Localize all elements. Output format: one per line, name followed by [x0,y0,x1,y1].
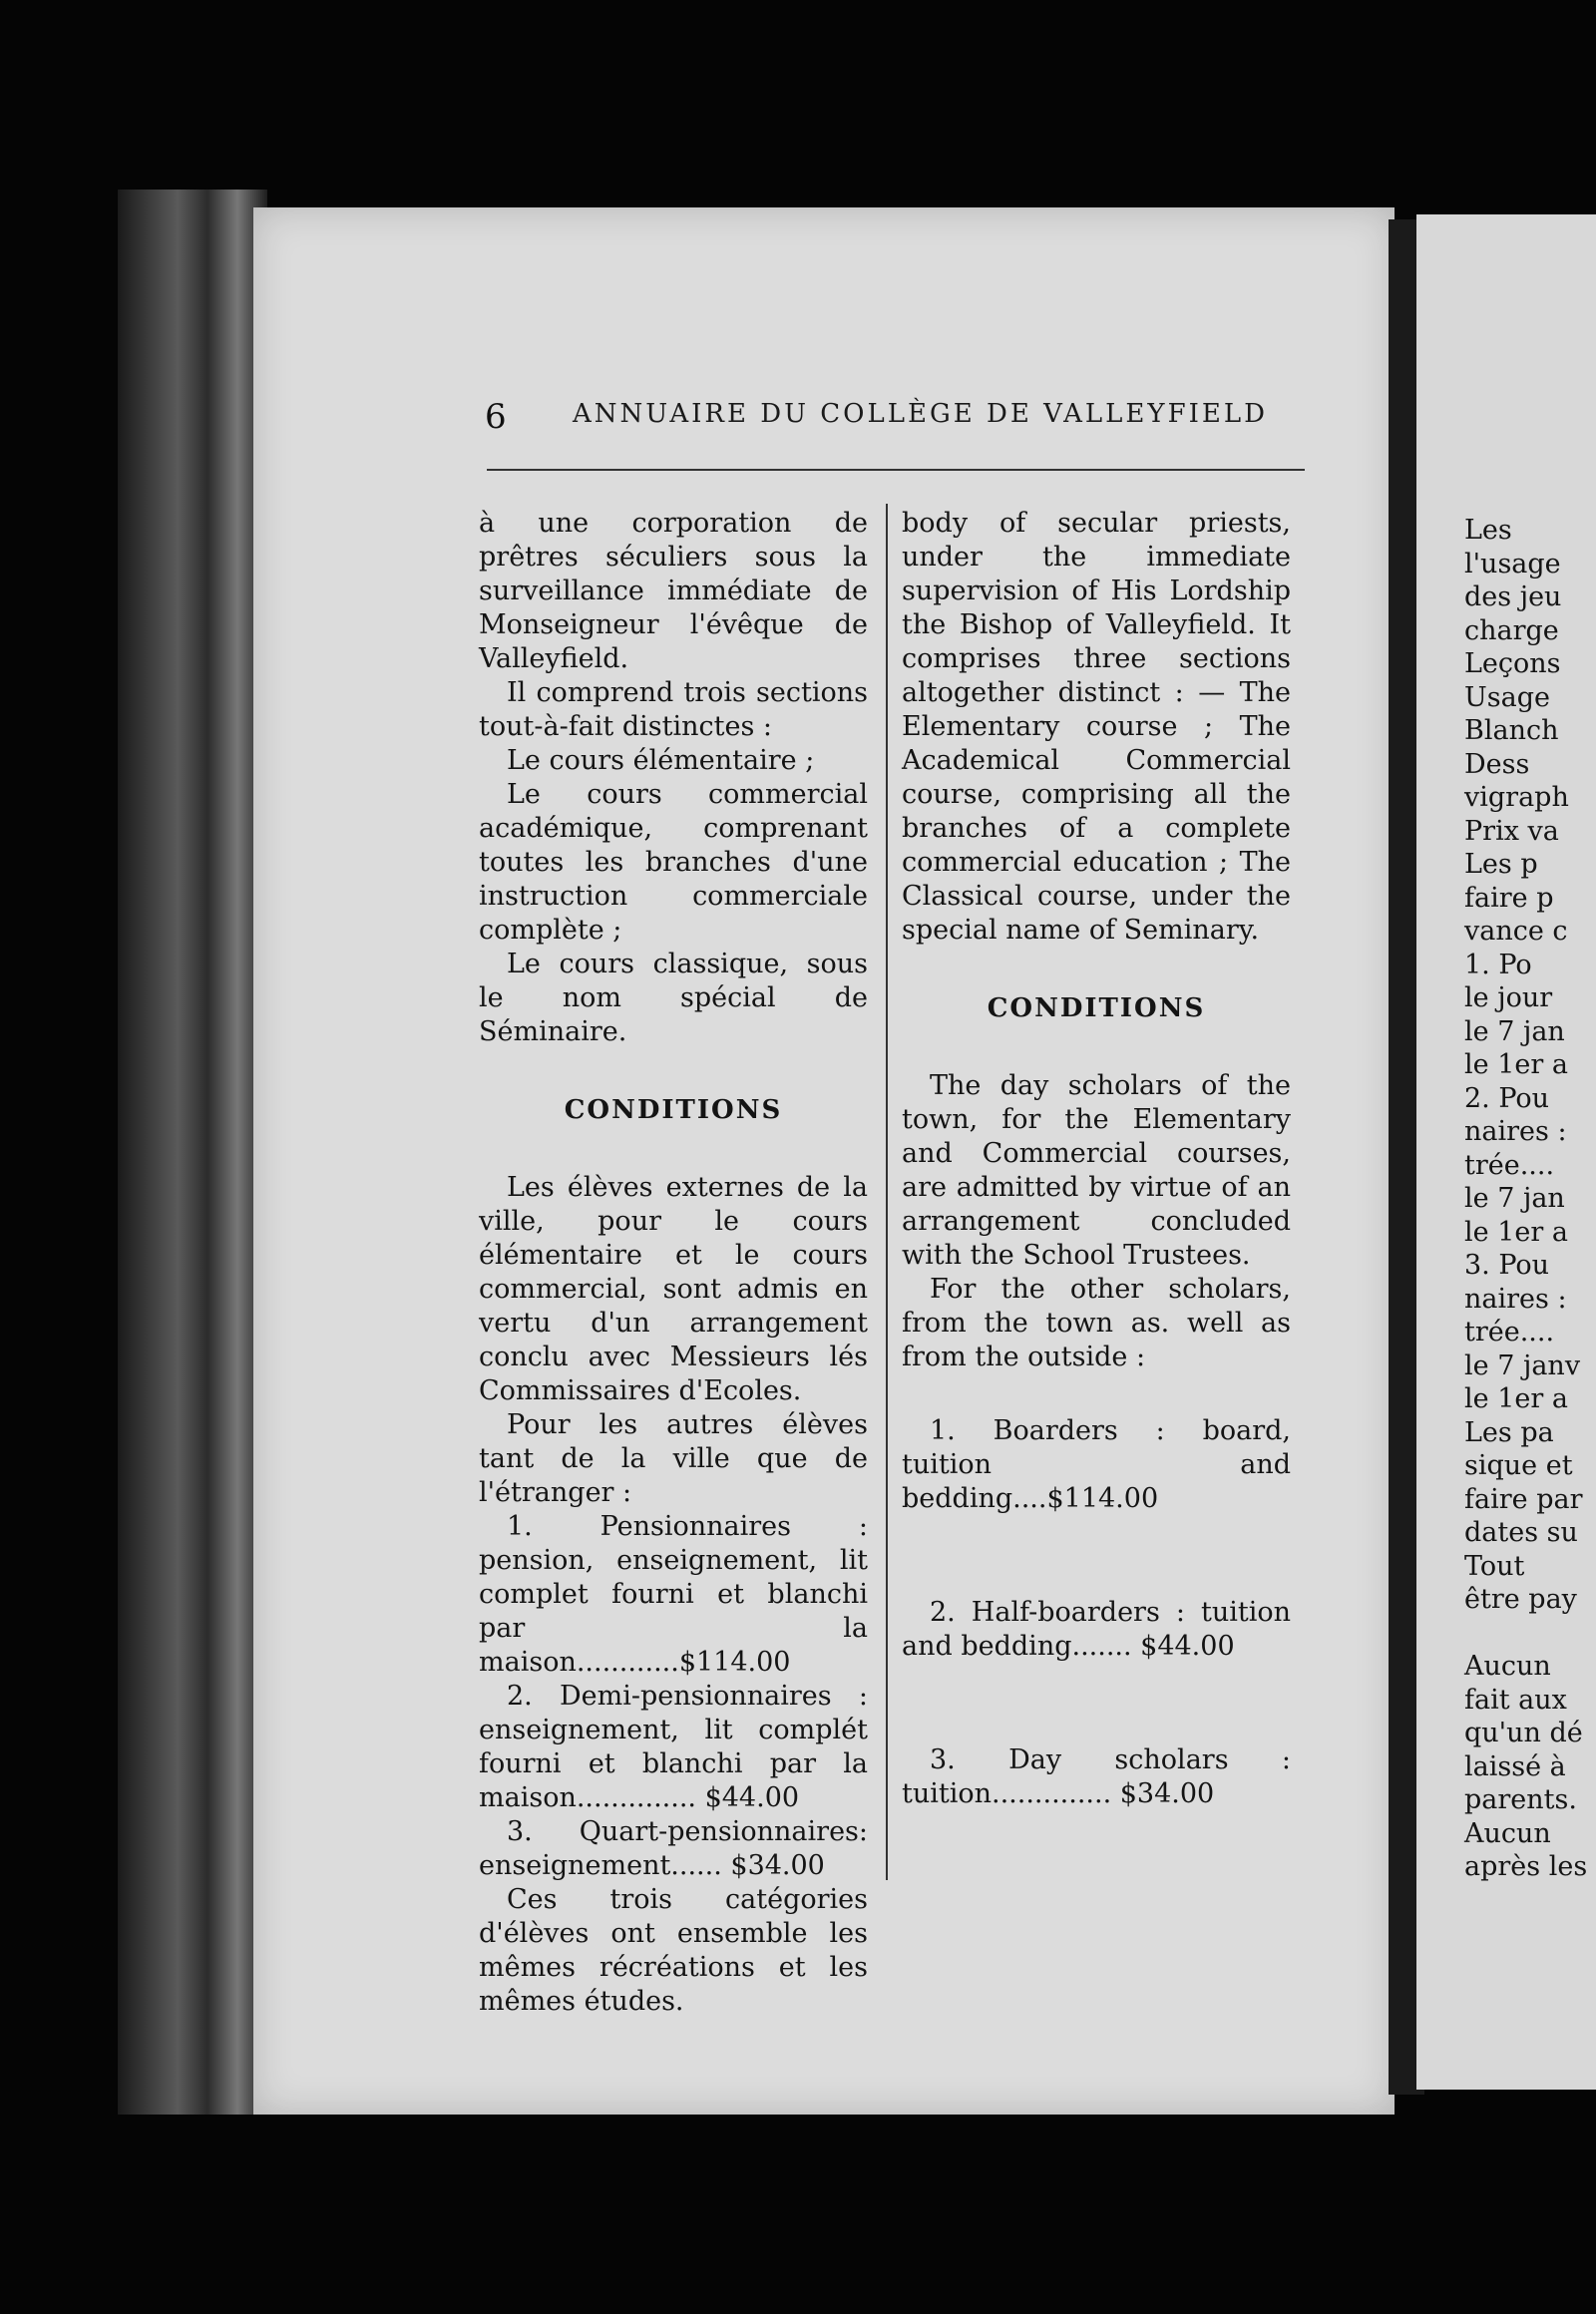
adjacent-page-line: faire par [1464,1483,1583,1515]
fr-fee-1: 1. Pensionnaires : pension, enseignement, lit complet fourni et blanchi par la maison............$114.00 [479,1511,868,1678]
fr-para-1: Les élèves externes de la ville, pour le cours élémentaire et le cours commercial, sont admis en vertu d'un arrangement conclu avec Messieurs lés Commissaires d'Ecoles. [479,1172,868,1406]
adjacent-page-line: le 1er a [1464,1383,1568,1414]
english-column [902,507,1291,1811]
adjacent-page-line: sique et [1464,1450,1573,1481]
fr-closing: Ces trois catégories d'élèves ont ensemble les mêmes récréations et les mêmes études. [479,1884,868,2017]
en-fee-2: 2. Half-boarders : tuition and bedding....... $44.00 [902,1597,1291,1662]
spacer [902,1374,1291,1414]
spacer [902,1704,1291,1743]
en-fee-1: 1. Boarders : board, tuition and bedding....$114.00 [902,1415,1291,1514]
adjacent-page-line: Blanch [1464,715,1559,746]
adjacent-page-line: laissé à [1464,1750,1566,1782]
fr-section-1: Le cours élémentaire ; [507,745,815,776]
adjacent-page-line: Les [1464,515,1512,546]
adjacent-page-line: Prix va [1464,815,1559,847]
fr-sections-intro: Il comprend trois sections tout-à-fait distinctes : [479,677,868,742]
adjacent-page-line: faire p [1464,882,1554,914]
french-column [479,507,868,2019]
spacer [902,1664,1291,1704]
adjacent-page-line: après les [1464,1851,1588,1882]
adjacent-page-line: naires : [1464,1283,1567,1315]
adjacent-page-line: Leçons [1464,648,1561,679]
fr-fee-3: 3. Quart-pensionnaires: enseignement...... $34.00 [479,1816,868,1881]
adjacent-page-line: le 7 jan [1464,1183,1565,1214]
adjacent-page-line: le 1er a [1464,1216,1568,1248]
adjacent-page-line: fait aux [1464,1684,1567,1716]
adjacent-page-line: vance c [1464,916,1568,947]
en-conditions-heading: CONDITIONS [987,993,1206,1023]
adjacent-page-line: le 7 jan [1464,1015,1565,1047]
adjacent-page-line: être pay [1464,1584,1577,1615]
running-head [487,399,1385,429]
fr-section-2: Le cours commercial académique, comprenant toutes les branches d'une instruction commerciale complète ; [479,779,868,946]
adjacent-page-line: vigraph [1464,782,1569,813]
fr-fee-2: 2. Demi-pensionnaires : enseignement, lit complét fourni et blanchi par la maison.............. $44.00 [479,1681,868,1813]
running-head-title: ANNUAIRE DU COLLÈGE DE VALLEYFIELD [573,399,1268,429]
adjacent-page-line: 1. Po [1464,949,1532,980]
en-para-1: The day scholars of the town, for the Elementary and Commercial courses, are admitted by virtue of an arrangement concluded with the School Trustees. [902,1070,1291,1271]
adjacent-page-line: des jeu [1464,581,1562,612]
column-divider [886,504,888,1880]
page-number: 6 [485,397,507,437]
fr-section-3: Le cours classique, sous le nom spécial de Séminaire. [479,949,868,1047]
adjacent-page-line: charge [1464,614,1559,646]
adjacent-page-line: qu'un dé [1464,1718,1583,1748]
adjacent-page-line: l'usage [1464,548,1561,579]
fr-conditions-heading: CONDITIONS [564,1095,783,1125]
adjacent-page-line: parents. [1464,1784,1577,1815]
page-edges-stack [118,190,267,2115]
fr-intro: à une corporation de prêtres séculiers sous la surveillance immédiate de Monseigneur l'évêque de Valleyfield. [479,508,868,674]
adjacent-page-line: Usage [1464,681,1550,713]
fr-para-2: Pour les autres élèves tant de la ville que de l'étranger : [479,1409,868,1508]
adjacent-page-line: trée.... [1464,1149,1555,1181]
spacer [902,1556,1291,1596]
adjacent-page-text [1464,514,1596,1884]
adjacent-page-line: Les p [1464,849,1538,880]
adjacent-page-line: naires : [1464,1116,1567,1147]
adjacent-page-line: Aucun [1464,1817,1551,1849]
spacer [902,1516,1291,1556]
adjacent-page-line: le jour [1464,982,1553,1013]
adjacent-page-line: Aucun [1464,1651,1551,1682]
adjacent-page-line: Dess [1464,748,1530,780]
adjacent-page-line: 2. Pou [1464,1082,1550,1114]
adjacent-page-line: dates su [1464,1517,1578,1548]
adjacent-page-line: trée.... [1464,1317,1555,1348]
header-rule [487,469,1305,471]
adjacent-page-line [1464,1617,1596,1651]
adjacent-page-line: Les pa [1464,1416,1554,1448]
en-para-2: For the other scholars, from the town as. well as from the outside : [902,1274,1291,1372]
en-fee-3: 3. Day scholars : tuition.............. $34.00 [902,1744,1291,1809]
adjacent-page-line: 3. Pou [1464,1250,1550,1281]
en-intro: body of secular priests, under the immediate supervision of His Lordship the Bishop of Valleyfield. It comprises three sections altogether distinct : — The Elementary course ; The Academical Commercial course, comprising all the branches of a complete commercial education ; The Classical course, under the special name of Seminary. [902,508,1291,946]
adjacent-page-line: Tout [1464,1550,1525,1582]
adjacent-page-line: le 1er a [1464,1049,1568,1080]
adjacent-page-line: le 7 janv [1464,1350,1581,1381]
